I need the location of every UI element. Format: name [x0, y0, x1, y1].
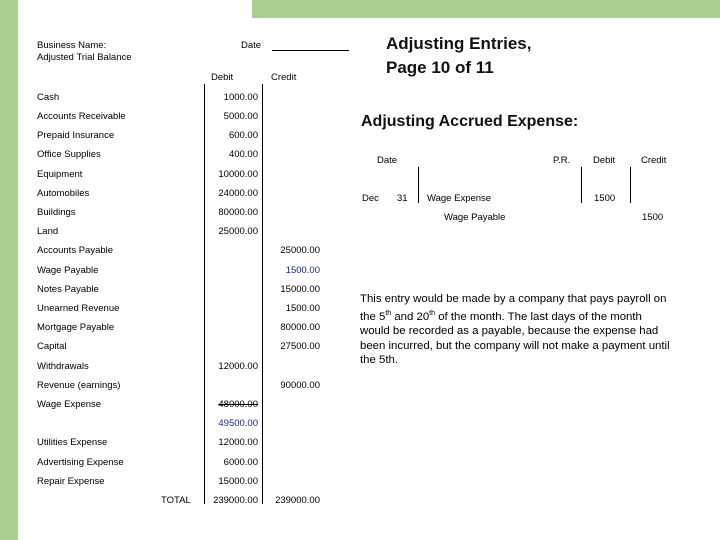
explanation-part1: This entry would be made by a company that pays payroll on the 5 — [360, 293, 667, 323]
business-name-label: Business Name: — [37, 40, 107, 51]
account-name: Automobiles — [37, 188, 90, 199]
journal-debit-header: Debit — [593, 155, 616, 166]
total-debit: 239000.00 — [213, 495, 258, 506]
slide-title — [386, 32, 531, 80]
journal-day: 31 — [397, 193, 408, 204]
journal-divider-1 — [418, 167, 419, 203]
account-debit: 5000.00 — [223, 111, 258, 122]
account-name: Wage Expense — [37, 399, 102, 410]
slide-title-line2: Page 10 of 11 — [386, 58, 494, 77]
journal-divider-2 — [581, 167, 582, 203]
account-credit-adjusted: 1500.00 — [285, 265, 320, 276]
account-name: Withdrawals — [37, 361, 89, 372]
account-debit: 600.00 — [228, 130, 258, 141]
account-credit: 25000.00 — [280, 245, 320, 256]
explanation-sup1: th — [385, 309, 392, 317]
total-label: TOTAL — [161, 495, 191, 506]
account-credit: 27500.00 — [280, 341, 320, 352]
journal-debit-amount: 1500 — [594, 193, 616, 204]
account-debit: 1000.00 — [223, 92, 258, 103]
account-debit: 400.00 — [228, 149, 258, 160]
account-debit: 10000.00 — [218, 169, 258, 180]
account-name: Equipment — [37, 169, 83, 180]
account-name: Capital — [37, 341, 67, 352]
journal-account-debit: Wage Expense — [427, 193, 492, 204]
journal-heading: Adjusting Accrued Expense: — [361, 113, 579, 130]
account-debit-struck: 48000.00 — [218, 399, 258, 410]
account-debit-adjusted: 49500.00 — [218, 418, 258, 429]
account-debit: 12000.00 — [218, 361, 258, 372]
account-name: Cash — [37, 92, 60, 103]
account-name: Mortgage Payable — [37, 322, 115, 333]
explanation-sup2: th — [429, 309, 436, 317]
debit-header: Debit — [211, 72, 234, 83]
account-debit: 6000.00 — [223, 457, 258, 468]
account-debit: 25000.00 — [218, 226, 258, 237]
account-name: Advertising Expense — [37, 457, 124, 468]
account-debit: 12000.00 — [218, 437, 258, 448]
report-name: Adjusted Trial Balance — [37, 52, 132, 63]
account-name: Office Supplies — [37, 149, 101, 160]
account-name: Wage Payable — [37, 265, 99, 276]
journal-date-header: Date — [377, 155, 398, 166]
date-underline — [272, 50, 349, 51]
account-name: Prepaid Insurance — [37, 130, 115, 141]
account-credit: 15000.00 — [280, 284, 320, 295]
journal-divider-3 — [630, 167, 631, 203]
journal-credit-amount: 1500 — [642, 212, 664, 223]
total-credit: 239000.00 — [275, 495, 320, 506]
account-name: Buildings — [37, 207, 76, 218]
explanation-part2: and 20 — [391, 310, 430, 323]
account-name: Revenue (earnings) — [37, 380, 121, 391]
credit-header: Credit — [271, 72, 297, 83]
account-name: Repair Expense — [37, 476, 105, 487]
journal-account-credit: Wage Payable — [444, 212, 506, 223]
account-debit: 15000.00 — [218, 476, 258, 487]
account-name: Utilities Expense — [37, 437, 108, 448]
account-debit: 24000.00 — [218, 188, 258, 199]
account-name: Accounts Payable — [37, 245, 114, 256]
date-label: Date — [241, 40, 262, 51]
account-name: Land — [37, 226, 59, 237]
journal-month: Dec — [362, 193, 379, 204]
explanation-part3: of the month. The last days of the month would be recorded as a payable, because the expense had been incurred, but the company will not make a payment until the 5th. — [360, 310, 670, 367]
account-credit: 90000.00 — [280, 380, 320, 391]
green-left-border — [0, 0, 18, 540]
green-top-border — [252, 0, 720, 18]
account-name: Notes Payable — [37, 284, 99, 295]
account-credit: 1500.00 — [285, 303, 320, 314]
slide-title-line1: Adjusting Entries, — [386, 34, 532, 53]
journal-pr-header: P.R. — [553, 155, 571, 166]
account-credit: 80000.00 — [280, 322, 320, 333]
journal-credit-header: Credit — [641, 155, 667, 166]
account-debit: 80000.00 — [218, 207, 258, 218]
account-name: Unearned Revenue — [37, 303, 120, 314]
account-name: Accounts Receivable — [37, 111, 126, 122]
explanation-text — [360, 292, 672, 368]
